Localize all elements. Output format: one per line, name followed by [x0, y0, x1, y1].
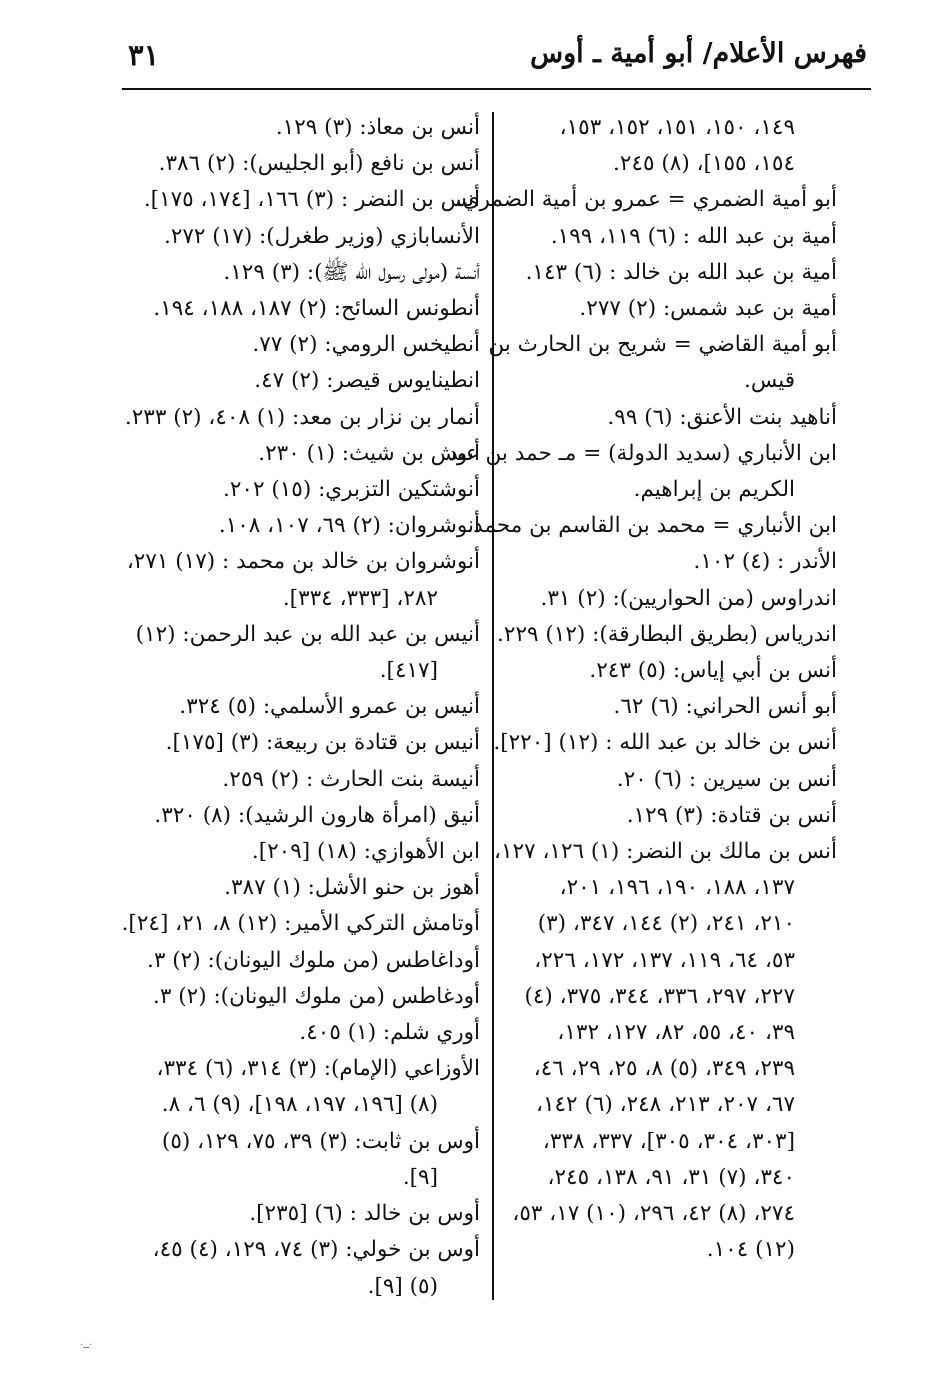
index-entry: أنيس بن عمرو الأسلمي: (٥) ٣٢٤. [179, 694, 480, 720]
index-entry: انطينايوس قيصر: (٢) ٤٧. [254, 368, 480, 394]
index-entry-continuation: ٦٧، ٢٠٧، ٢١٣، ٢٤٨، (٦) ١٤٢، [536, 1092, 795, 1118]
index-entry: أنوشروان بن خالد بن محمد : (١٧) ٢٧١، [126, 549, 480, 575]
index-entry: أنيس بن عبد الله بن عبد الرحمن: (١٢) [135, 621, 480, 647]
index-entry-continuation: ١٣٧، ١٨٨، ١٩٠، ١٩٦، ٢٠١، [559, 875, 795, 901]
index-entry: أهوز بن حنو الأشل: (١) ٣٨٧. [224, 875, 480, 901]
running-header-title: فهرس الأعلام/ أبو أمية ـ أوس [530, 38, 867, 69]
index-entry: أنيق (امرأة هارون الرشيد): (٨) ٣٢٠. [154, 802, 480, 828]
index-entry: الأوزاعي (الإمام): (٣) ٣١٤، (٦) ٣٣٤، [156, 1056, 480, 1082]
index-entry: الأنسابازي (وزير طغرل): (١٧) ٢٧٢. [163, 223, 480, 249]
index-entry-continuation: ٥٣، ٦٤، ١١٩، ١٣٧، ١٧٢، ٢٢٦، [534, 947, 795, 973]
index-entry: أمية بن عبد الله بن خالد : (٦) ١٤٣. [525, 259, 837, 285]
header-rule [122, 88, 871, 90]
index-entry: أنس بن خالد بن عبد الله : (١٢) [٢٢٠]. [493, 730, 837, 756]
margin-mark: ·ــ· [80, 1340, 93, 1351]
index-entry: ابن الأنباري (سديد الدولة) = مـ حمد بن عبد [448, 440, 837, 466]
index-entry: الأندر : (٤) ١٠٢. [693, 549, 837, 575]
index-entry: أنسة (مولى رسول الله ﷺ): (٣) ١٢٩. [223, 259, 480, 285]
index-entry: ابن الأنباري = محمد بن القاسم بن محمد. [466, 513, 837, 539]
index-entry-continuation: [٩]. [402, 1164, 438, 1190]
index-entry-continuation: ٣٩، ٤٠، ٥٥، ٨٢، ١٢٧، ١٣٢، [557, 1020, 795, 1046]
index-entry-continuation: ٢٣٩، ٣٤٩، (٥) ٨، ٢٥، ٢٩، ٤٦، [533, 1056, 795, 1082]
index-entry-continuation: ١٤٩، ١٥٠، ١٥١، ١٥٢، ١٥٣، [559, 115, 795, 140]
index-entry-continuation: قيس. [743, 368, 795, 394]
index-entry: أوري شلم: (١) ٤٠٥. [299, 1020, 480, 1046]
page-number: ٣١ [128, 38, 160, 72]
index-entry-continuation: ٢٢٧، ٢٩٧، ٣٣٦، ٣٤٤، ٣٧٥، (٤) [524, 983, 795, 1009]
index-entry: أمية بن عبد الله : (٦) ١١٩، ١٩٩. [550, 223, 837, 249]
index-entry: أبو أمية الضمري = عمرو بن أمية الضمري. [455, 187, 837, 213]
index-entry: اندراوس (من الحواريين): (٢) ٣١. [540, 585, 837, 611]
index-entry: أنوشتكين التزبري: (١٥) ٢٠٢. [223, 477, 480, 503]
index-entry: أوداغاطس (من ملوك اليونان): (٢) ٣. [147, 947, 480, 973]
index-entry: أنس بن معاذ: (٣) ١٢٩. [275, 115, 480, 140]
index-column-right [448, 110, 837, 1269]
index-entry: أوس بن ثابت: (٣) ٣٩، ٧٥، ١٢٩، (٥) [161, 1128, 480, 1154]
column-divider [492, 112, 494, 1300]
index-entry-continuation: (٨) [١٩٦، ١٩٧، ١٩٨]، (٩) ٦، ٨. [161, 1092, 438, 1118]
index-entry: أنمار بن نزار بن معد: (١) ٤٠٨، (٢) ٢٣٣. [124, 404, 480, 430]
index-entry: ابن الأهوازي: (١٨) [٢٠٩]. [251, 839, 480, 865]
index-entry: أوتامش التركي الأمير: (١٢) ٨، ٢١، [٢٤]. [121, 911, 480, 937]
index-entry: أنوشروان: (٢) ٦٩، ١٠٧، ١٠٨. [218, 513, 480, 539]
index-entry-continuation: ٢٨٢، [٣٣٣، ٣٣٤]. [282, 585, 438, 611]
index-entry: أنطونس السائح: (٢) ١٨٧، ١٨٨، ١٩٤. [153, 296, 480, 322]
index-entry-continuation: ٣٤٠، (٧) ٣١، ٩١، ١٣٨، ٢٤٥، [547, 1164, 795, 1190]
index-entry: أبو أمية القاضي = شريح بن الحارث بن [488, 332, 837, 358]
index-entry-continuation: (١٢) ١٠٤. [706, 1237, 795, 1263]
index-entry: أمية بن عبد شمس: (٢) ٢٧٧. [579, 296, 837, 322]
index-column-left [121, 110, 480, 1305]
index-entry: أنطيخس الرومي: (٢) ٧٧. [252, 332, 480, 358]
index-entry: أنيسة بنت الحارث : (٢) ٢٥٩. [222, 766, 480, 792]
index-entry-continuation: (٥) [٩]. [367, 1273, 438, 1299]
index-entry: أنس بن أبي إياس: (٥) ٢٤٣. [589, 658, 837, 684]
index-entry: أودغاطس (من ملوك اليونان): (٢) ٣. [153, 983, 480, 1009]
index-entry-continuation: ٢١٠، ٢٤١، (٢) ١٤٤، ٣٤٧، (٣) [537, 911, 795, 937]
index-entry: أنس بن قتادة: (٣) ١٢٩. [626, 802, 837, 828]
index-entry: أنس بن مالك بن النضر: (١) ١٢٦، ١٢٧، [494, 839, 837, 865]
index-entry: أنس بن النضر : (٣) ١٦٦، [١٧٤، ١٧٥]. [143, 187, 480, 213]
index-entry: أنس بن سيرين : (٦) ٢٠. [616, 766, 837, 792]
index-entry: أوس بن خالد : (٦) [٢٣٥]. [249, 1201, 480, 1227]
index-entry-continuation: ١٥٤، ١٥٥]، (٨) ٢٤٥. [613, 151, 795, 177]
index-entry-continuation: [٤١٧]. [379, 658, 438, 684]
index-entry: أنيس بن قتادة بن ربيعة: (٣) [١٧٥]. [165, 730, 480, 756]
index-entry: أبو أنس الحراني: (٦) ٦٢. [613, 694, 837, 720]
index-entry-continuation: الكريم بن إبراهيم. [633, 477, 795, 503]
index-entry-continuation: [٣٠٣، ٣٠٤، ٣٠٥]، ٣٣٧، ٣٣٨، [542, 1128, 795, 1154]
index-entry: أنس بن نافع (أبو الجليس): (٢) ٣٨٦. [158, 151, 480, 177]
index-entry: أوس بن خولي: (٣) ٧٤، ١٢٩، (٤) ٤٥، [152, 1237, 480, 1263]
index-entry: اندرياس (بطريق البطارقة): (١٢) ٢٢٩. [497, 621, 837, 647]
index-entry-continuation: ٢٧٤، (٨) ٤٢، ٢٩٦، (١٠) ١٧، ٥٣، [512, 1201, 795, 1227]
index-entry: أنوش بن شيث: (١) ٢٣٠. [258, 440, 480, 466]
index-entry: أناهيد بنت الأعنق: (٦) ٩٩. [607, 404, 837, 430]
